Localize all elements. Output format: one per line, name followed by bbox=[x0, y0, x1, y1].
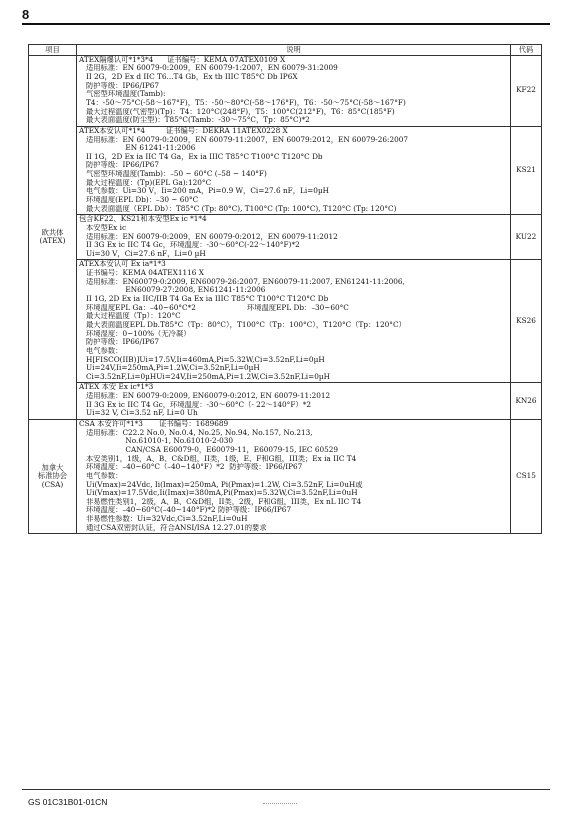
description-line: ATEX本安认可*1*4 证书编号：DEKRA 11ATEX0228 X bbox=[79, 126, 288, 135]
description-line: 适用标准：C22.2 No.0, No.0.4, No.25, No.94, No.157, No.213, bbox=[79, 428, 313, 437]
description-line: Ui=30 V，Ci=27.6 nF，Li=0 µH bbox=[79, 249, 206, 258]
description-line: II 1G, 2D Ex ia IIC/IIB T4 Ga Ex ia IIIC T85°C T100°C T120°C Db bbox=[79, 295, 329, 304]
table-row bbox=[29, 55, 542, 126]
item-cell bbox=[29, 55, 77, 419]
description-line: 最大过程温度（Tp）：120°C bbox=[79, 312, 181, 321]
description-line: CAN/CSA E60079-0，E60079-11，E60079-15, IEC 60529 bbox=[79, 445, 339, 454]
description-line: 环境温度EPL Ga：–40~60°C*2 环境温度EPL Db：–30~60°C bbox=[79, 303, 349, 312]
description-line: 非易燃性参数：Ui=32Vdc,Ci=3.52nF,Li=0uH bbox=[79, 515, 248, 524]
table-header-row bbox=[29, 45, 542, 56]
description-line: 本安型Ex ic bbox=[79, 223, 127, 232]
description-line: EN 61241-11:2006 bbox=[79, 144, 196, 153]
table-row bbox=[29, 420, 542, 534]
option-code-cell: KS26 bbox=[511, 260, 542, 383]
description-line: 最大表面温度(防尘型)：T85°C(Tamb：-30～75°C，Tp：85°C)*2 bbox=[79, 116, 310, 125]
header-code: 代码 bbox=[511, 45, 542, 56]
description-line: 气密型环境温度(Tamb)：–50 ~ 60°C (–58 ~ 140°F) bbox=[79, 170, 267, 179]
table-row bbox=[29, 126, 542, 214]
description-line: 通过CSA双密封认证，符合ANSI/ISA 12.27.01的要求 bbox=[79, 523, 267, 532]
item-cell bbox=[29, 420, 77, 534]
description-line: 电气参数：Ui=30 V，Ii=200 mA，Pi=0.9 W，Ci=27.6 nF，Li=0µH bbox=[79, 187, 330, 196]
description-line: II 3G Ex ic IIC T4 Gc，环境温度：-30～60°C（- 22～140°F）*2 bbox=[79, 400, 311, 409]
option-code-cell: KU22 bbox=[511, 215, 542, 260]
description-line: 环境温度(EPL Db)：–30 ~ 60°C bbox=[79, 196, 199, 204]
description-line: II 3G Ex ic IIC T4 Gc，环境温度：-30～60°C(-22～140°F)*2 bbox=[79, 241, 300, 250]
description-line: 环境温度：–40~60°C（–40~140°F）*2 防护等级：IP66/IP67 bbox=[79, 463, 303, 472]
description-line: 包含KF22、KS21和本安型Ex ic *1*4 bbox=[79, 215, 207, 224]
footer-rule bbox=[22, 789, 550, 790]
description-cell bbox=[77, 126, 511, 214]
description-cell bbox=[77, 383, 511, 420]
description-line: 适用标准：EN 60079-0:2009，EN 60079-1:2007，EN 60079-31:2009 bbox=[79, 64, 338, 73]
description-line: Ci=3.52nF,Li=0µHUi=24V,Ii=250mA,Pi=1.2W,Ci=3.52nF,Li=0µH bbox=[79, 372, 330, 381]
description-line: 适用标准：EN 60079-0:2009，EN 60079-0:2012，EN 60079-11:2012 bbox=[79, 232, 338, 241]
description-line: ATEX 本安 Ex ic*1*3 bbox=[79, 383, 154, 392]
description-line: EN60079-27:2008, EN61241-11:2006 bbox=[79, 286, 266, 295]
description-line: 防护等级：IP66/IP67 bbox=[79, 81, 160, 90]
description-line: 环境温度：–40~60°C(–40~140°F)*2 防护等级：IP66/IP67 bbox=[79, 506, 292, 515]
description-line: 最大过程温度(气密型)(Tp)：T4：120°C(248°F)，T5：100°C(212°F)，T6：85°C(185°F) bbox=[79, 107, 395, 116]
header-item: 项目 bbox=[29, 45, 77, 56]
description-line: II 1G，2D Ex ia IIC T4 Ga，Ex ia IIIC T85°C T100°C T120°C Db bbox=[79, 152, 323, 161]
spec-table bbox=[28, 44, 542, 534]
description-line: Ui(Vmax)=24Vdc, Ii(Imax)=250mA, Pi(Pmax)=1.2W, Ci=3.52nF, Li=0uH或 bbox=[79, 480, 363, 489]
description-line: Ui=32 V, Ci=3.52 nF, Li=0 Uh bbox=[79, 409, 198, 418]
description-line: 环境湿度：0~100%（无冷凝） bbox=[79, 329, 191, 338]
spec-table-body bbox=[29, 55, 542, 534]
description-cell bbox=[77, 260, 511, 383]
description-line: T4：-50～75°C(-58～167°F)，T5：-50～80°C(-58～176°F)，T6：-50～75°C(-58～167°F) bbox=[79, 98, 406, 107]
description-line: 电气参数： bbox=[79, 346, 123, 355]
description-line: 防护等级：IP66/IP67 bbox=[79, 161, 160, 170]
description-cell bbox=[77, 420, 511, 534]
description-line: 最大过程温度：(Tp)(EPL Ga):120°C bbox=[79, 178, 212, 187]
header-desc: 说明 bbox=[77, 45, 511, 56]
option-code-cell: CS15 bbox=[511, 420, 542, 534]
item-label-line: (ATEX) bbox=[39, 236, 66, 246]
description-line: 防护等级：IP66/IP67 bbox=[79, 338, 160, 347]
description-line: 适用标准：EN60079-0:2009, EN60079-26:2007, EN60079-11:2007, EN61241-11:2006, bbox=[79, 277, 405, 286]
description-line: CSA 本安许可*1*3 证书编号：1689689 bbox=[79, 420, 229, 429]
description-line: 适用标准：EN 60079-0:2009，EN 60079-11:2007，EN 60079:2012，EN 60079-26:2007 bbox=[79, 135, 409, 144]
description-line: 电气参数： bbox=[79, 471, 123, 480]
description-line: 气密型环境温度(Tamb): bbox=[79, 90, 166, 99]
table-row bbox=[29, 383, 542, 420]
description-line: 证书编号：KEMA 04ATEX1116 X bbox=[79, 269, 204, 278]
description-line: 适用标准：EN 60079-0:2009, EN60079-0:2012, EN 60079-11:2012 bbox=[79, 392, 331, 401]
description-line: 最大表面温度（EPL Db）：T85°C (Tp: 80°C), T100°C (Tp: 100°C), T120°C (Tp: 120°C) bbox=[79, 204, 397, 213]
description-line: H[FISCO(IIB)]Ui=17.5V,Ii=460mA,Pi=5.32W,Ci=3.52nF,Li=0µH bbox=[79, 355, 325, 364]
description-line: 最大表面温度EPL Db.T85°C（Tp：80°C），T100°C（Tp：100°C），T120°C（Tp：120°C） bbox=[79, 320, 406, 329]
item-label-line: 欧共体 bbox=[41, 227, 64, 237]
table-row bbox=[29, 215, 542, 260]
document-code: GS 01C31B01-01CN bbox=[28, 797, 108, 807]
item-label-line: (CSA) bbox=[41, 480, 64, 490]
description-cell bbox=[77, 215, 511, 260]
description-line: Ui=24V,Ii=250mA,Pi=1.2W,Ci=3.52nF,Li=0µH bbox=[79, 364, 260, 373]
option-code-cell: KN26 bbox=[511, 383, 542, 420]
description-line: ATEX本安认可 Ex ia*1*3 bbox=[79, 260, 166, 269]
description-line: 本安类别1，1级，A、B、C&D组，II类，1级，E、F和G组，III类；Ex ia IIC T4 bbox=[79, 454, 357, 463]
table-row bbox=[29, 260, 542, 383]
header-rule bbox=[22, 23, 550, 25]
description-cell bbox=[77, 55, 511, 126]
page-number: 8 bbox=[22, 7, 30, 22]
footer-dotted-line bbox=[263, 803, 297, 804]
item-label-line: 标准协会 bbox=[37, 471, 68, 481]
description-line: II 2G，2D Ex d IIC T6...T4 Gb，Ex tb IIIC T85°C Db IP6X bbox=[79, 73, 298, 82]
option-code-cell: KS21 bbox=[511, 126, 542, 214]
description-line: No.61010-1, No.61010-2-030 bbox=[79, 437, 234, 446]
description-line: 非易燃性类别1，2级，A、B、C&D组，II类，2级，F和G组，III类，Ex nL IIC T4 bbox=[79, 497, 362, 506]
item-label-line: 加拿大 bbox=[41, 462, 64, 472]
option-code-cell: KF22 bbox=[511, 55, 542, 126]
description-line: ATEX隔爆认可*1*3*4 证书编号：KEMA 07ATEX0109 X bbox=[79, 55, 286, 64]
description-line: Ui(Vmax)=17.5Vdc,Ii(Imax)=380mA,Pi(Pmax)=5.32W,Ci=3.52nF,Li=0uH bbox=[79, 489, 358, 498]
